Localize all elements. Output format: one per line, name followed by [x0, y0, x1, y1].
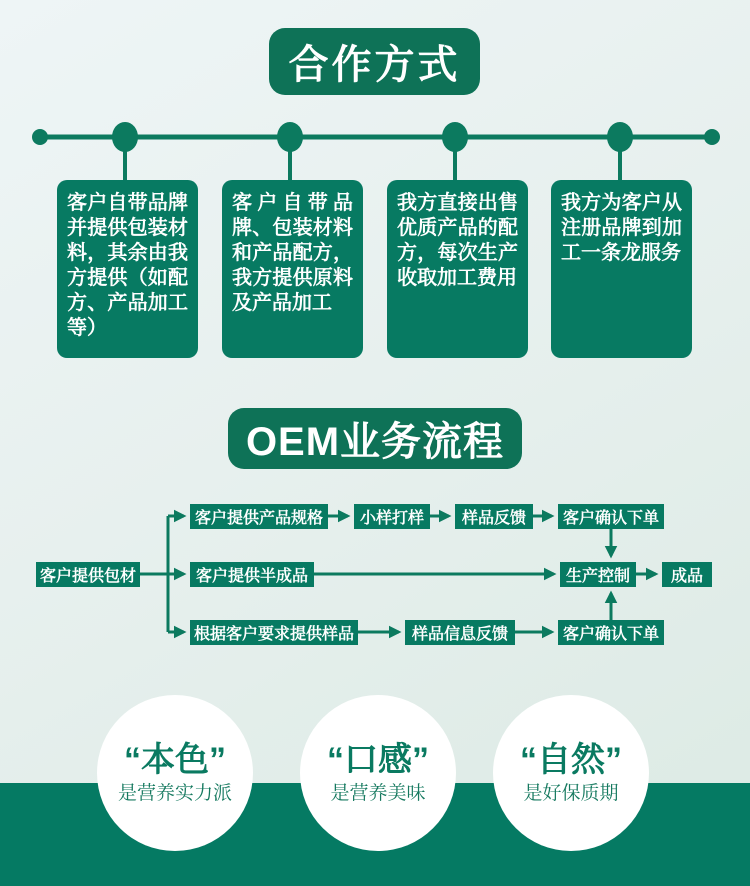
- highlight-subtitle: 是营养美味: [330, 783, 426, 804]
- highlight-subtitle: 是好保质期: [523, 783, 619, 804]
- cooperation-box-1: 客户自带品牌并提供包装材料，其余由我方提供（如配方、产品加工等）: [57, 180, 198, 358]
- flow-node-sample-info-feedback: 样品信息反馈: [405, 620, 515, 645]
- flow-node-customer-packaging: 客户提供包材: [36, 562, 140, 587]
- flow-node-semi-finished: 客户提供半成品: [190, 562, 314, 587]
- highlight-circle-nature: [493, 695, 649, 851]
- cooperation-box-2: 客户自带品牌、包装材料和产品配方，我方提供原料及产品加工: [222, 180, 363, 358]
- highlight-circle-natural-color: [97, 695, 253, 851]
- flow-node-sample-feedback: 样品反馈: [455, 504, 533, 529]
- flow-node-finished-product: 成品: [662, 562, 712, 587]
- flow-node-confirm-order-bottom: 客户确认下单: [558, 620, 664, 645]
- flow-node-production-control: 生产控制: [560, 562, 636, 587]
- flow-node-sample-on-request: 根据客户要求提供样品: [190, 620, 358, 645]
- cooperation-box-4: 我方为客户从注册品牌到加工一条龙服务: [551, 180, 692, 358]
- timeline-dot-4: [607, 122, 633, 152]
- highlight-title: “本色”: [124, 741, 226, 779]
- flow-node-sample-proofing: 小样打样: [354, 504, 430, 529]
- flow-node-confirm-order-top: 客户确认下单: [558, 504, 664, 529]
- timeline-end-dot-right: [704, 129, 720, 145]
- timeline-dot-1: [112, 122, 138, 152]
- timeline-end-dot-left: [32, 129, 48, 145]
- highlight-subtitle: 是营养实力派: [117, 783, 232, 804]
- highlight-title: “自然”: [520, 741, 622, 779]
- highlight-title: “口感”: [327, 741, 429, 779]
- cooperation-box-3: 我方直接出售优质产品的配方，每次生产收取加工费用: [387, 180, 528, 358]
- section-title-cooperation: 合作方式: [269, 28, 480, 95]
- timeline: [32, 122, 720, 184]
- section-title-oem-flow: OEM业务流程: [228, 408, 522, 469]
- timeline-dot-2: [277, 122, 303, 152]
- flow-node-product-specs: 客户提供产品规格: [190, 504, 328, 529]
- timeline-dot-3: [442, 122, 468, 152]
- highlight-circle-taste: [300, 695, 456, 851]
